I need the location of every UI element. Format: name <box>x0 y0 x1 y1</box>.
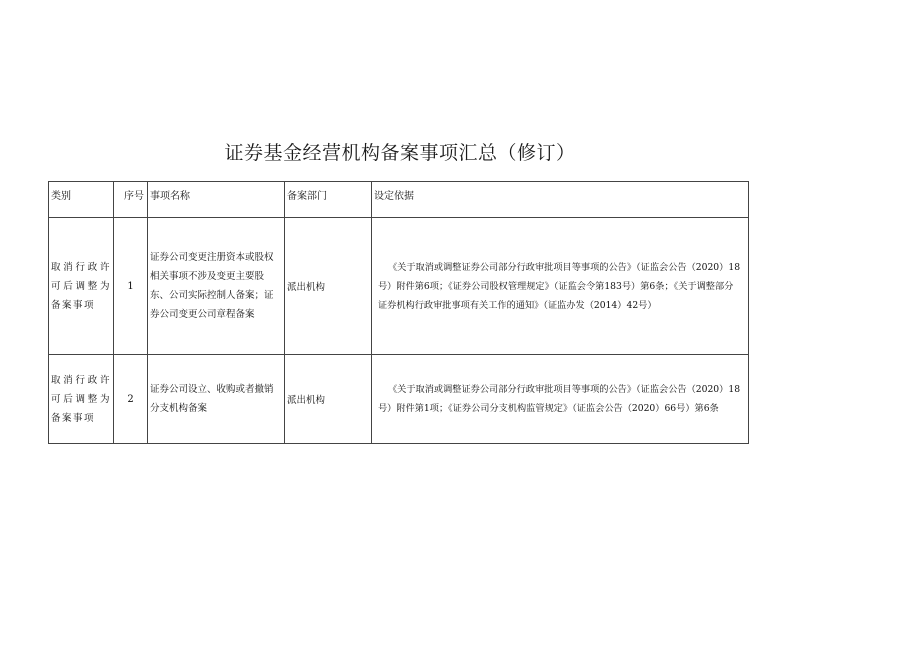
filing-items-table <box>48 181 749 444</box>
row-department: 派出机构 <box>285 355 372 444</box>
table-row <box>49 218 749 355</box>
table-row <box>49 355 749 444</box>
row-legal-basis: 《关于取消或调整证券公司部分行政审批项目等事项的公告》（证监会公告（2020）18号）附件第1项；《证券公司分支机构监管规定》（证监会公告（2020）66号）第6条 <box>372 355 749 444</box>
row-legal-basis: 《关于取消或调整证券公司部分行政审批项目等事项的公告》（证监会公告（2020）18号）附件第6项；《证券公司股权管理规定》（证监会令第183号）第6条；《关于调整部分证券机构行政审批事项有关工作的通知》（证监办发（2014）42号） <box>372 218 749 355</box>
row-item-name: 证券公司设立、收购或者撤销分支机构备案 <box>148 355 285 444</box>
header-name: 事项名称 <box>148 182 285 218</box>
header-seq: 序号 <box>114 182 148 218</box>
row-category: 取消行政许可后调整为备案事项 <box>49 218 114 355</box>
page-title: 证券基金经营机构备案事项汇总（修订） <box>224 142 576 164</box>
row-category: 取消行政许可后调整为备案事项 <box>49 355 114 444</box>
row-department: 派出机构 <box>285 218 372 355</box>
header-basis: 设定依据 <box>372 182 749 218</box>
table-header-row <box>49 182 749 218</box>
row-seq: 2 <box>114 355 148 444</box>
row-item-name: 证券公司变更注册资本或股权相关事项不涉及变更主要股东、公司实际控制人备案；证券公司变更公司章程备案 <box>148 218 285 355</box>
row-seq: 1 <box>114 218 148 355</box>
header-dept: 备案部门 <box>285 182 372 218</box>
header-category: 类别 <box>49 182 114 218</box>
